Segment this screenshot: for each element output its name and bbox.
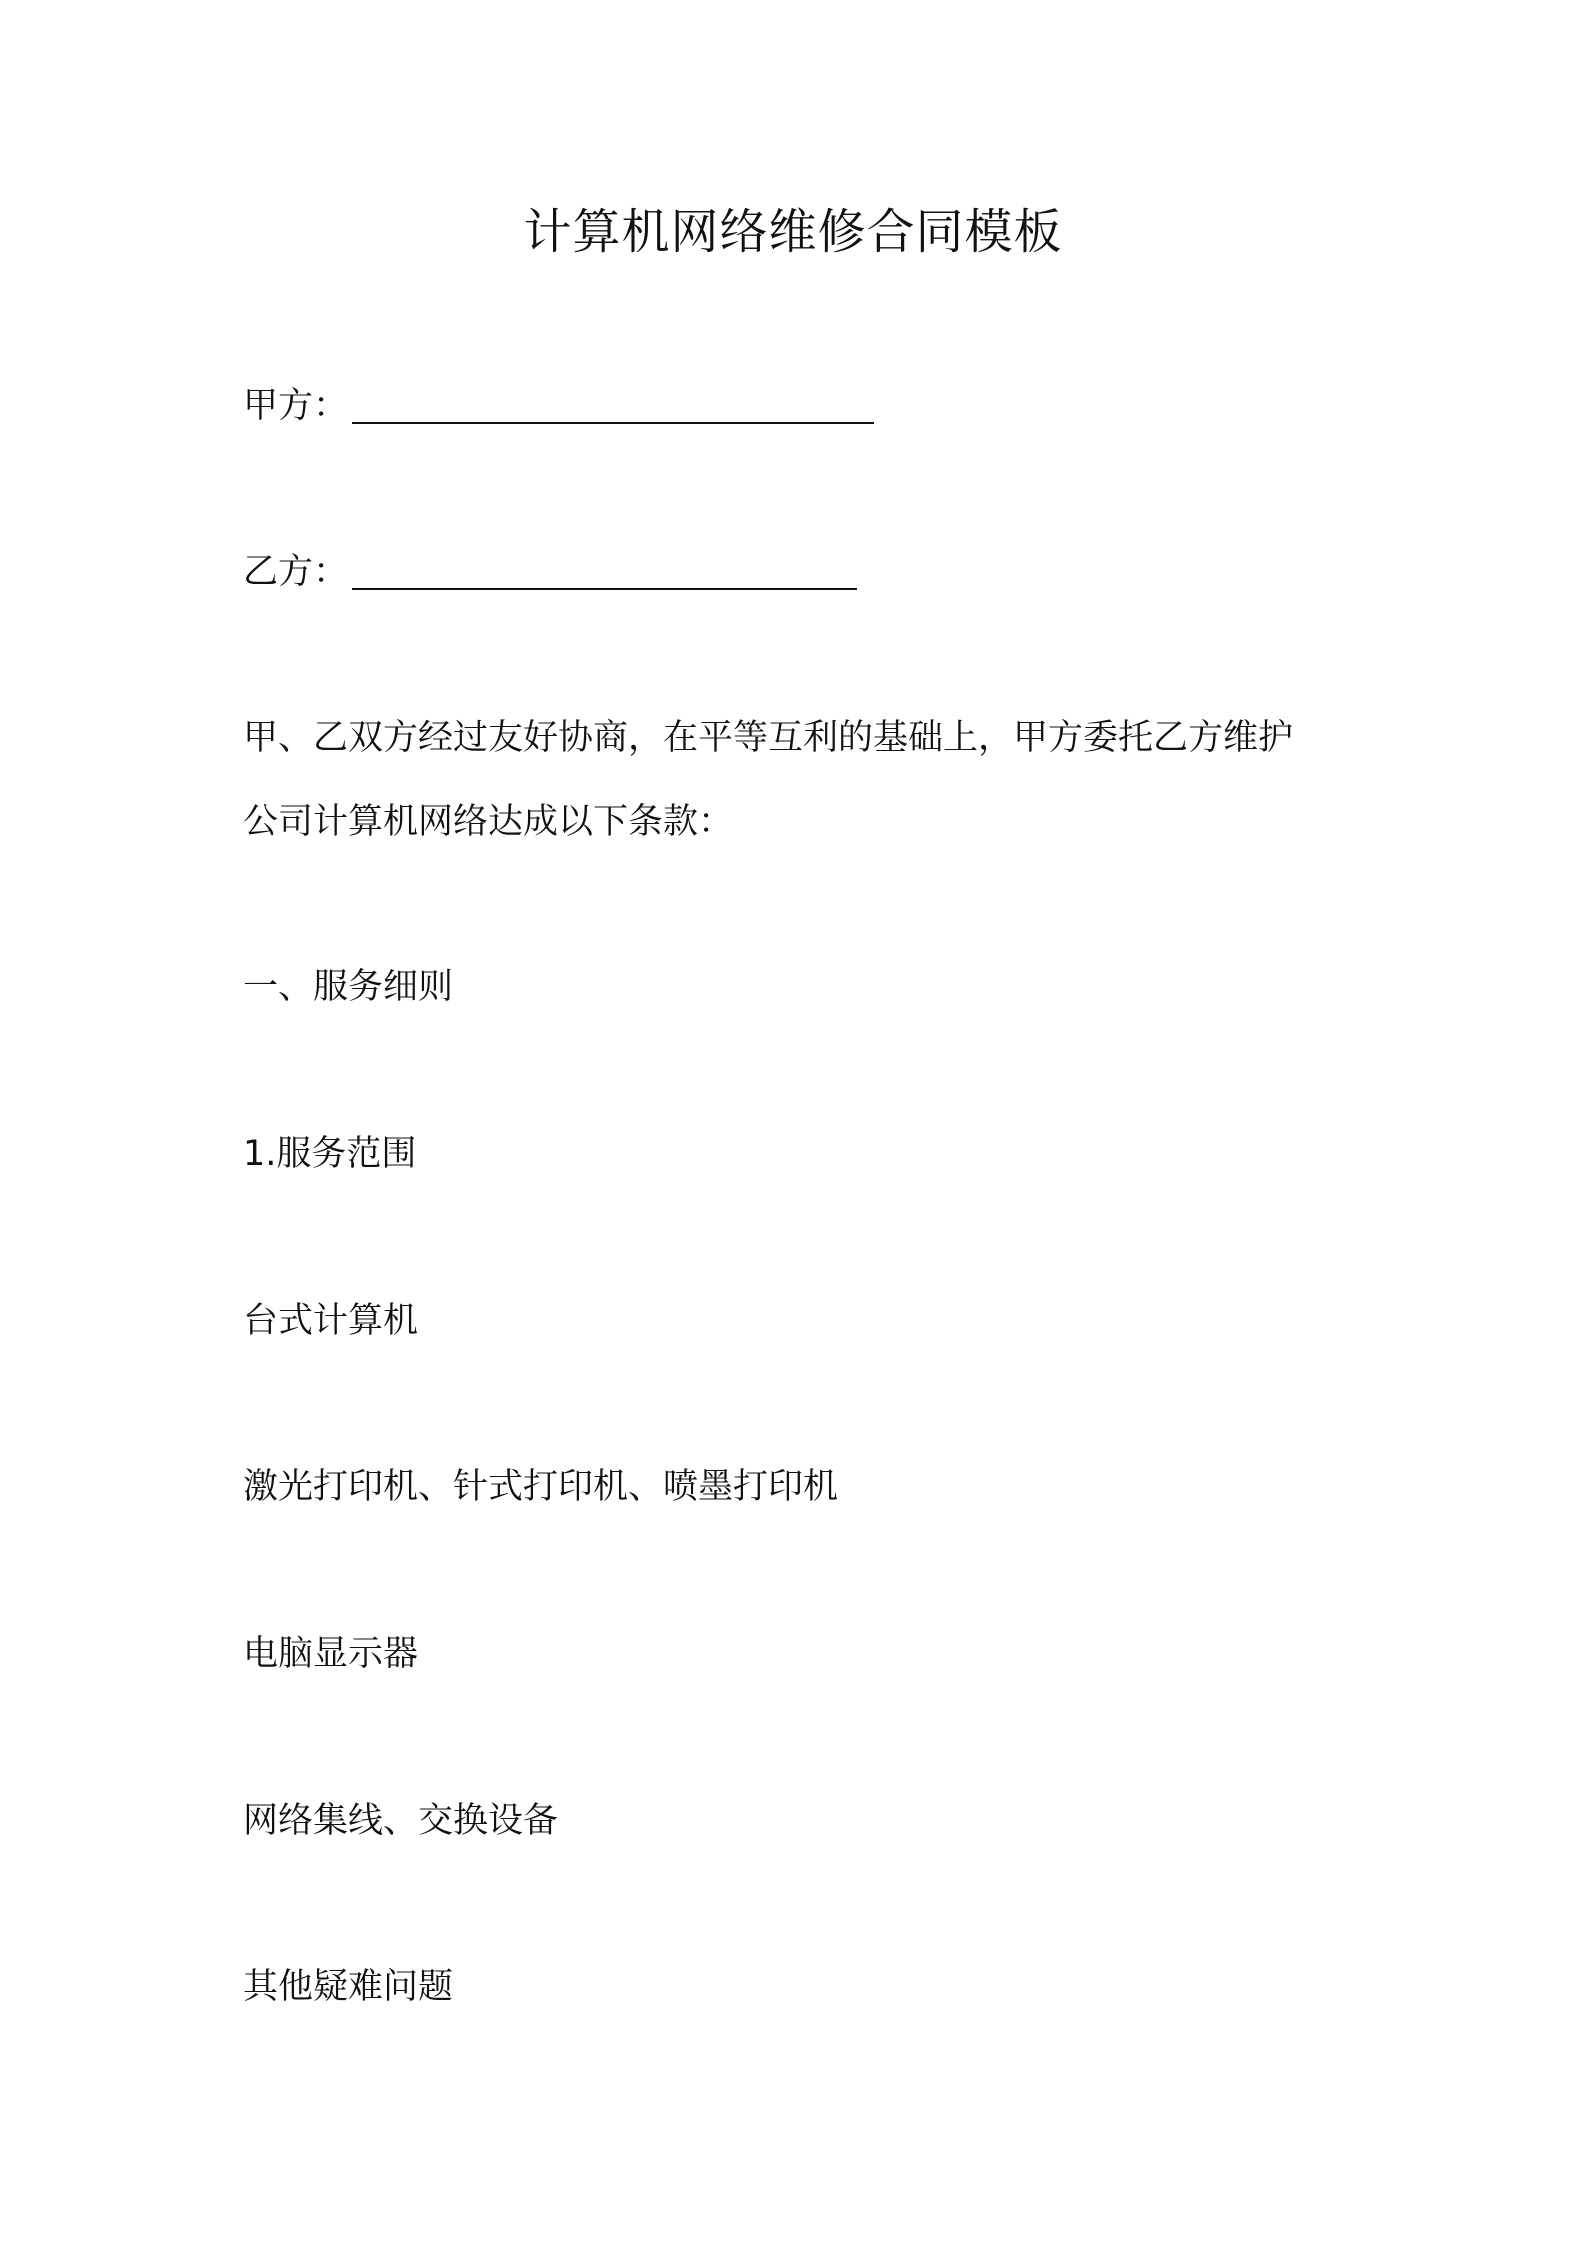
party-b-blank [352, 588, 857, 590]
scope-item-desktop: 台式计算机 [243, 1301, 419, 1341]
scope-item-printers: 激光打印机、针式打印机、喷墨打印机 [243, 1467, 839, 1507]
party-b-label: 乙方： [243, 552, 349, 592]
party-a-blank [352, 422, 874, 424]
subsection-1-heading [243, 1130, 416, 1178]
document-title: 计算机网络维修合同模板 [523, 204, 1063, 260]
intro-paragraph-line-1: 甲、乙双方经过友好协商，在平等互利的基础上，甲方委托乙方维护 [243, 718, 1294, 758]
scope-item-other-issues: 其他疑难问题 [243, 1967, 454, 2007]
subsection-1-title: 服务范围 [276, 1134, 417, 1174]
party-a-label: 甲方： [243, 386, 349, 426]
party-b-line [243, 548, 857, 596]
scope-item-network-equipment: 网络集线、交换设备 [243, 1801, 559, 1841]
party-a-line [243, 382, 874, 430]
scope-item-monitors: 电脑显示器 [243, 1634, 419, 1674]
section-1-heading: 一、服务细则 [243, 967, 454, 1007]
intro-paragraph-line-2: 公司计算机网络达成以下条款： [243, 802, 734, 842]
subsection-1-number: 1. [243, 1134, 277, 1174]
